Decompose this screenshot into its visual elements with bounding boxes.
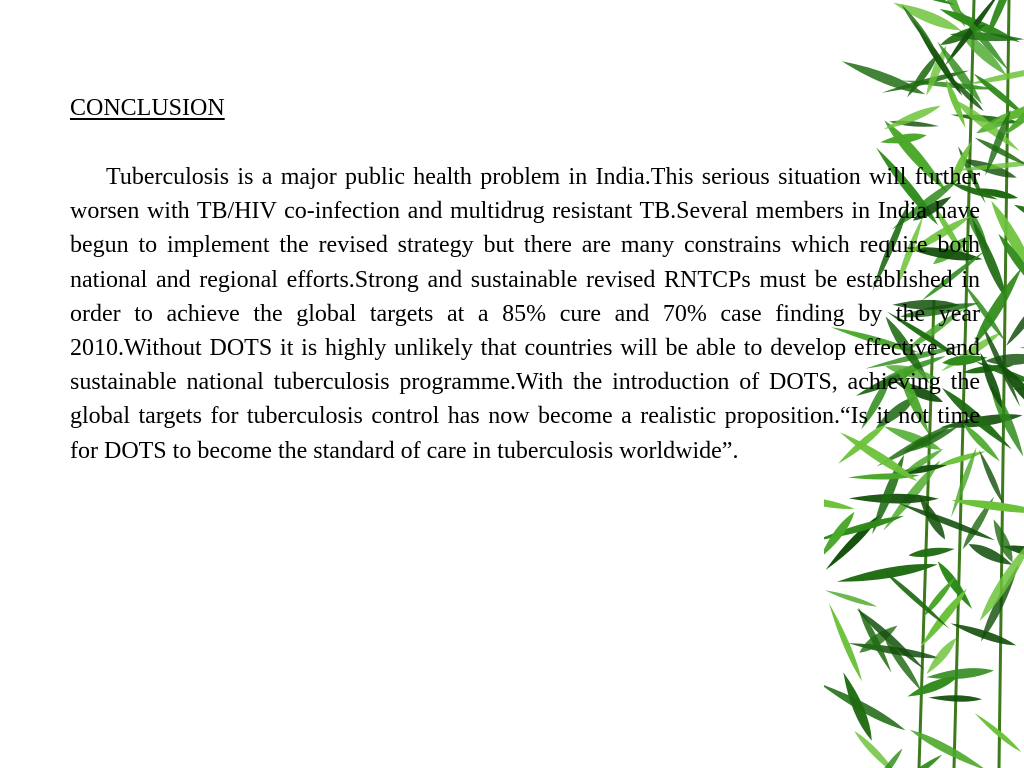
slide-body-text: Tuberculosis is a major public health problem in India.This serious situation will further worsen with TB/HIV co-infection and multidrug resistant TB.Several members in India have begun to implement the revised strategy but there are many constrains which require both national and regional efforts.Strong and sustainable revised RNTCPs must be established in order to achieve the global targets at a 85% cure and 70% case finding by the year 2010.Without DOTS it is highly unlikely that countries will be able to develop effective and sustainable national tuberculosis programme.With the introduction of DOTS, achieving the global targets for tuberculosis control has now become a realistic proposition.“Is it not time for DOTS to become the standard of care in tuberculosis worldwide”.: [70, 164, 980, 464]
slide-heading: CONCLUSION: [70, 95, 225, 121]
slide-content: [70, 92, 980, 468]
